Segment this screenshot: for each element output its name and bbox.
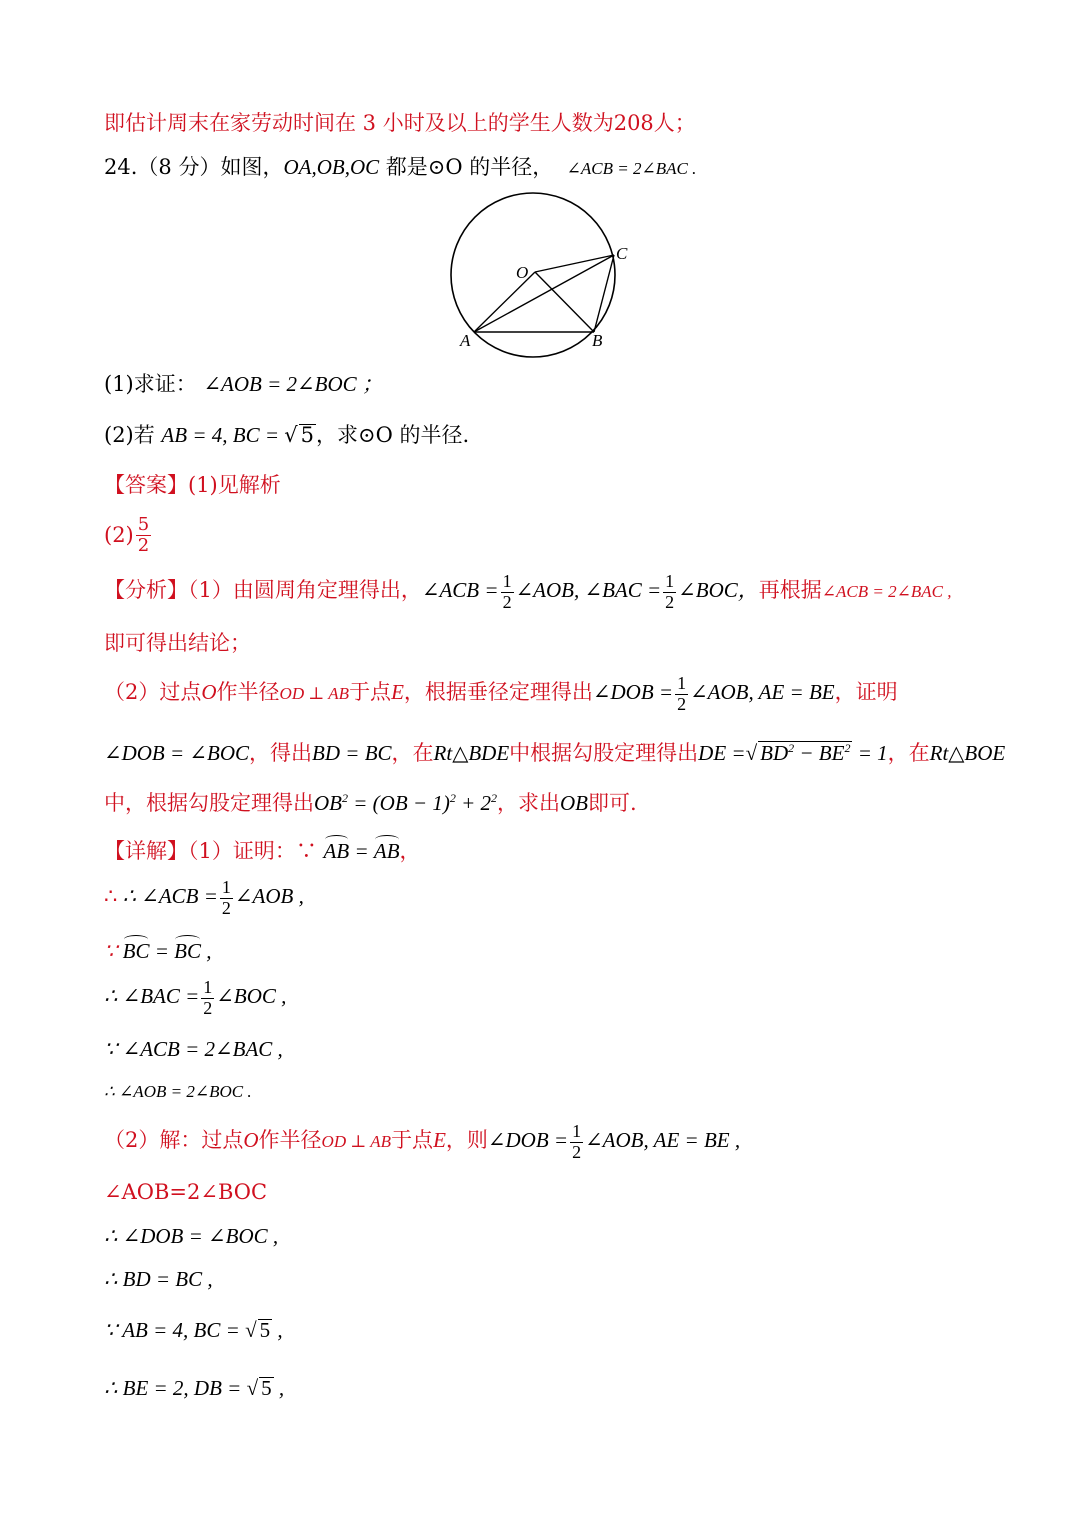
detail-line-5: ∵ ∠ACB = 2∠BAC ,	[104, 1037, 283, 1061]
answer-tag: 【答案】	[104, 473, 188, 497]
analysis-line-1	[104, 572, 951, 613]
detail-line-2: ∴ ∴ ∠ACB = $\frac{1}{2}$ ∠AOB ,	[104, 877, 304, 918]
segment-ac	[474, 255, 614, 332]
analysis-math: ∠ACB = $\frac{1}{2}$ ∠AOB, ∠BAC = $\frac{1}{2}$ ∠BOC，	[421, 571, 759, 612]
part1-line	[104, 374, 383, 395]
label-b: B	[592, 331, 603, 350]
question-condition: ∠ACB = 2∠BAC .	[566, 159, 697, 178]
segment-ob	[535, 272, 594, 332]
segment-bc	[594, 255, 614, 332]
question-intro: 如图，	[220, 155, 284, 179]
part1-expr: ∠AOB = 2∠BOC ；	[203, 372, 383, 396]
label-c: C	[616, 244, 628, 263]
part2-suffix: ，求⊙O 的半径.	[316, 423, 470, 447]
detail-line-6: ∴ ∠AOB = 2∠BOC .	[104, 1082, 252, 1101]
question-score: （8 分）	[137, 155, 221, 179]
question-stem	[104, 157, 696, 178]
answer-part2-line	[104, 515, 153, 556]
circle-figure	[440, 188, 640, 358]
part2-line: (2)若 AB = 4, BC = √ 5，求⊙O 的半径.	[104, 423, 470, 447]
arc-bc: BC	[122, 939, 150, 963]
part2-expr: AB = 4, BC =	[161, 423, 285, 447]
detail-line-11: ∵ AB = 4, BC = √ 5 ,	[104, 1318, 283, 1342]
part2-label: (2)若	[104, 423, 162, 447]
part1-label: (1)求证：	[104, 372, 197, 396]
arc-ab: AB	[323, 839, 350, 863]
analysis-line-5: 中，根据勾股定理得出$OB^2 = (OB - 1)^2 + 2^2$，求出OB即可.	[104, 791, 637, 815]
detail-line-7: （2）解：过点O作半径OD ⊥ AB于点E，则∠DOB = $\frac{1}{2}$ ∠AOB, AE = BE ,	[104, 1121, 741, 1162]
detail-line-12: ∴ BE = 2, DB = √ 5 ,	[104, 1376, 285, 1400]
detail-line-3: ∵ BC = BC ,	[104, 939, 212, 963]
answer-part1: (1)见解析	[188, 473, 281, 497]
detail-line-1: 【详解】（1）证明：∵ AB = AB，	[104, 839, 421, 863]
answer-fraction: $\frac{5}{2}$	[137, 514, 150, 556]
detail-line-4: ∴ ∠BAC = $\frac{1}{2}$ ∠BOC ,	[104, 977, 287, 1018]
question-are-radii: 都是⊙O 的半径，	[379, 155, 554, 179]
analysis-text: 再根据	[758, 578, 822, 603]
analysis-line-4: ∠DOB = ∠BOC，得出BD = BC，在Rt△BDE中根据勾股定理得出DE =√ $BD^2 - BE^2 = 1$，在Rt△BOE	[104, 741, 1006, 765]
question-number: 24.	[104, 155, 138, 179]
detail-tag: 【详解】	[104, 839, 188, 863]
arc-ab-2: AB	[373, 839, 400, 863]
prev-answer-line: 即估计周末在家劳动时间在 3 小时及以上的学生人数为208人；	[104, 111, 696, 135]
answer-part2-label: (2)	[104, 522, 134, 547]
analysis-text: （1）由圆周角定理得出，	[188, 578, 422, 603]
arc-bc-2: BC	[174, 939, 201, 963]
detail-line-9: ∴ ∠DOB = ∠BOC ,	[104, 1224, 279, 1248]
analysis-line-2: 即可得出结论；	[104, 631, 251, 655]
part2-root: 5	[300, 423, 315, 447]
analysis-line-3: （2）过点O作半径OD ⊥ AB于点E，根据垂径定理得出∠DOB = $\frac{1}{2}$ ∠AOB, AE = BE，证明	[104, 673, 898, 714]
analysis-math: ∠ACB = 2∠BAC ,	[821, 582, 952, 602]
detail-line-8: ∠AOB=2∠BOC	[104, 1180, 268, 1204]
analysis-tag: 【分析】	[104, 578, 188, 603]
segment-oc	[535, 255, 614, 272]
answer-line	[104, 475, 281, 496]
label-o: O	[516, 263, 529, 282]
question-radii: OA,OB,OC	[283, 155, 380, 179]
label-a: A	[460, 331, 471, 350]
detail-line-10: ∴ BD = BC ,	[104, 1267, 213, 1291]
